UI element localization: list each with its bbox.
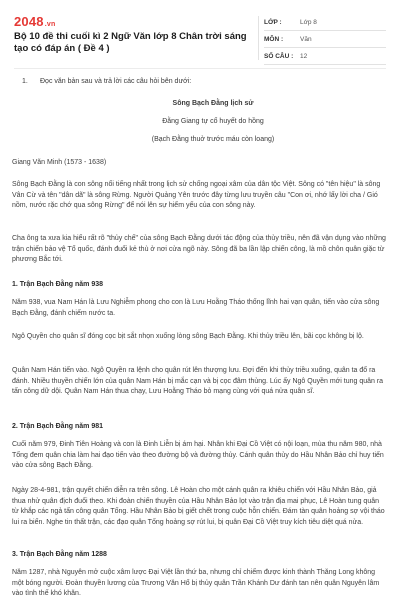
document-header bbox=[14, 14, 386, 62]
paragraph-981-2: Ngày 28-4-981, trận quyết chiến diễn ra trên sông. Lê Hoàn cho một cánh quân ra khiêu chiến với Hầu Nhân Bảo, giả thua nhử quân địch đuổi theo. Khi đoàn chiến thuyền của Hầu Nhân Bảo lọt vào trận địa mai phục, Lê Hoàn tung quân từ khắp các ngả tấn công quân Tống. Hầu Nhân Bảo bị giết chết trong cuộc hỗn chiến. Đám tàn quân hoảng sợ vội tháo lui ra biển. Nghe tin thất trận, các đạo quân Tống hoảng sợ rút lui, bị quân Đại Cồ Việt truy kích tiêu diệt quá nửa. bbox=[12, 487, 385, 526]
meta-row-subject bbox=[264, 31, 386, 48]
meta-key: LỚP : bbox=[264, 18, 282, 26]
author-line: Giang Văn Minh (1573 - 1638) bbox=[12, 159, 107, 166]
paragraph-1288-1: Năm 1287, nhà Nguyên mở cuộc xâm lược Đại Việt lần thứ ba, nhưng chỉ chiếm được kinh thành Thăng Long không một bóng người. Đoàn thuyền lương của Trương Văn Hổ bị thủy quân Trần Khánh Dư đánh tan nên quân Nguyên lâm vào tình thế khó khăn. bbox=[12, 569, 380, 597]
verse-line-1: Đằng Giang tự cổ huyết do hồng bbox=[162, 118, 264, 125]
header-divider bbox=[258, 16, 259, 60]
paragraph-938-3: Quân Nam Hán tiến vào. Ngô Quyền ra lệnh cho quân rút lên thượng lưu. Đợi đến khi thủy triều xuống, quân ta đổ ra đánh. Nhiều thuyền chiến lớn của quân Nam Hán bị mắc cạn và bị cọc đâm thủng. Lúc ấy Ngô Quyền mới tung quân ra tấn công dữ dội. Quân Nam Hán thua chạy, Lưu Hoằng Tháo bỏ mạng cùng với quá nửa quân sĩ. bbox=[12, 367, 384, 395]
section-heading-938: 1. Trận Bạch Đằng năm 938 bbox=[12, 281, 104, 288]
header-separator bbox=[14, 68, 386, 69]
verse-line-2: (Bạch Đằng thuở trước máu còn loang) bbox=[151, 136, 275, 143]
section-heading-981: 2. Trận Bạch Đằng năm 981 bbox=[12, 423, 104, 430]
poem-title: Sông Bạch Đằng lịch sử bbox=[172, 100, 254, 107]
meta-table bbox=[264, 14, 386, 65]
paragraph-938-1: Năm 938, vua Nam Hán là Lưu Nghiễm phong cho con là Lưu Hoằng Tháo thống lĩnh hai vạn quân, tiến vào cửa sông Bạch Đằng, đánh chiếm nước ta. bbox=[12, 299, 380, 317]
meta-row-grade bbox=[264, 14, 386, 31]
meta-row-question-count bbox=[264, 48, 386, 65]
paragraph-tides: Cha ông ta xưa kia hiểu rất rõ "thủy chế" của sông Bạch Đằng dưới tác động của thủy triều, nên đã vận dụng vào những trận chiến bảo vệ Tổ quốc, đánh đuổi kẻ thù ở nơi cửa ngõ này. Sông đã ba lần lập chiến công, là mồ chôn quân giặc từ phương Bắc tới. bbox=[12, 235, 386, 263]
paragraph-981-1: Cuối năm 979, Đinh Tiên Hoàng và con là Đinh Liễn bị ám hại. Nhân khi Đại Cồ Việt có nội loạn, mùa thu năm 980, nhà Tống đem quân chia làm hai đạo tiến vào theo đường bộ và đường thủy. Cánh quân thủy do Hầu Nhân Bảo chỉ huy tiến vào cửa sông Bạch Đằng. bbox=[12, 441, 384, 469]
meta-value: Lớp 8 bbox=[300, 18, 317, 26]
meta-key: SỐ CÂU : bbox=[264, 52, 294, 60]
meta-key: MÔN : bbox=[264, 35, 284, 43]
paragraph-intro: Sông Bạch Đằng là con sông nổi tiếng nhất trong lịch sử chống ngoại xâm của dân tộc Việt. Sông có "tên hiệu" là sông Vân Cừ và tên "dân dã" là sông Rừng. Người Quảng Yên trước đây từng lưu truyền câu "Con ơi, nhớ lấy lời cha / Gió nồm, nước rặc chớ qua sông Rừng" để nói lên sự hiểm yếu của con sông này. bbox=[12, 181, 381, 209]
site-logo[interactable]: 2048.vn bbox=[14, 14, 56, 29]
meta-value: Văn bbox=[300, 35, 312, 43]
section-heading-1288: 3. Trận Bạch Đằng năm 1288 bbox=[12, 551, 107, 558]
question-intro: Đọc văn bản sau và trả lời các câu hỏi bên dưới: bbox=[40, 78, 192, 85]
question-number: 1. bbox=[22, 78, 28, 85]
meta-value: 12 bbox=[300, 52, 308, 60]
document-title: Bộ 10 đề thi cuối kì 2 Ngữ Văn lớp 8 Chân trời sáng tạo có đáp án ( Đề 4 ) bbox=[14, 31, 247, 54]
paragraph-938-2: Ngô Quyền cho quân sĩ đóng cọc bịt sắt nhọn xuống lòng sông Bạch Đằng. Khi thủy triều lên, bãi cọc không bị lộ. bbox=[12, 333, 364, 340]
